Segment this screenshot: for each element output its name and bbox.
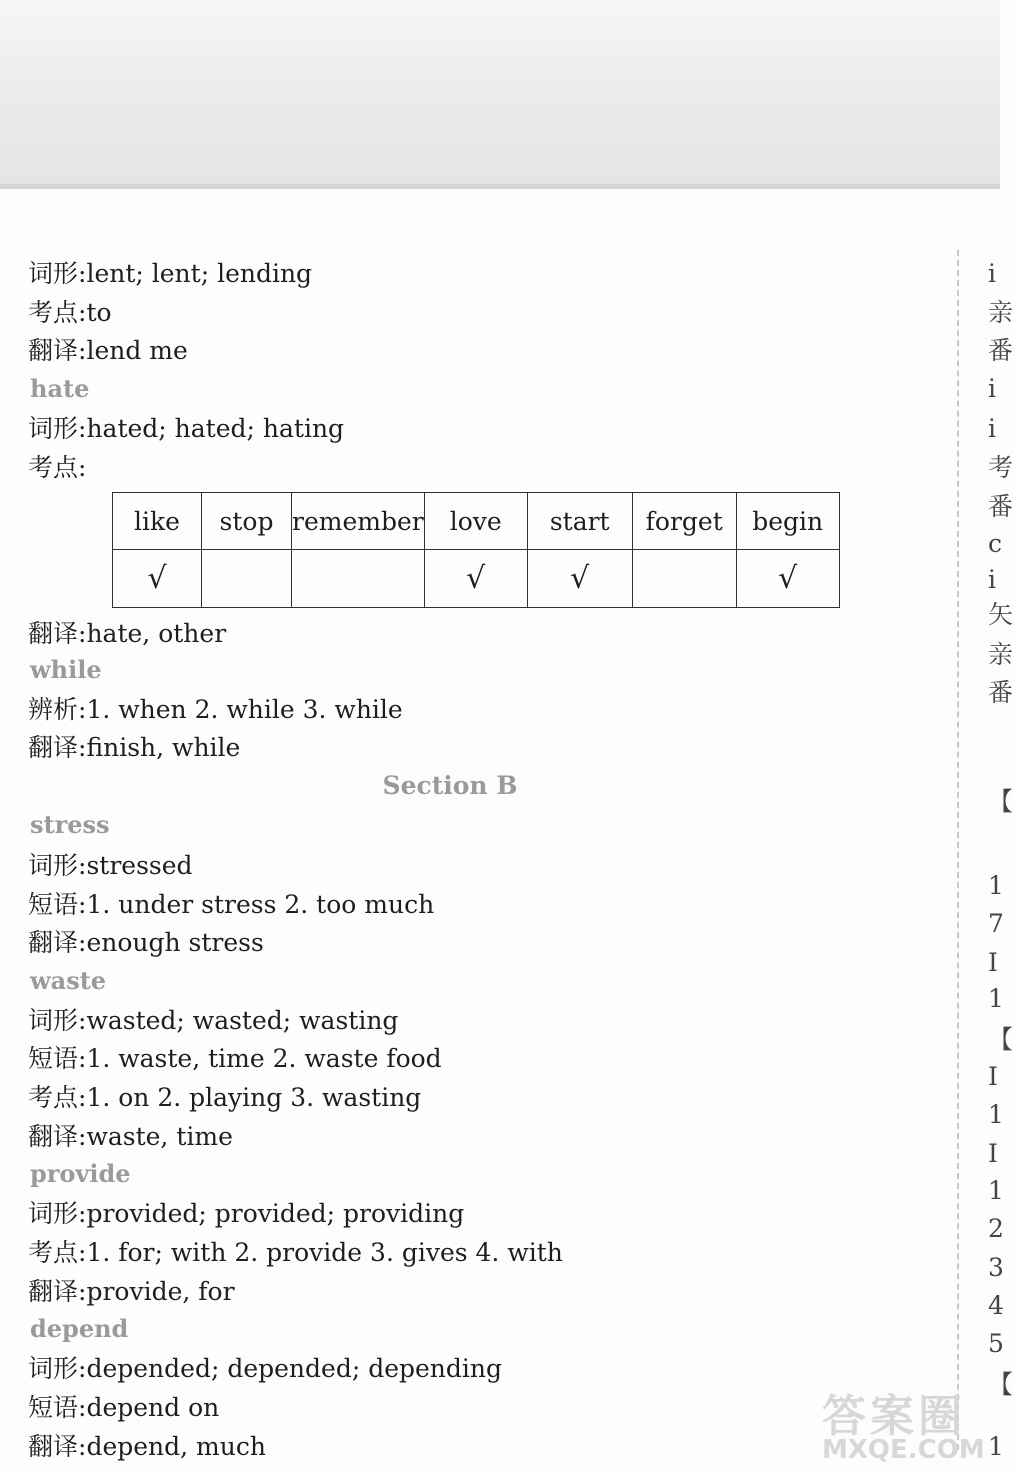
check-mark-cell xyxy=(632,550,736,608)
answer-text: waste, time xyxy=(86,1122,233,1151)
answer-line xyxy=(28,1236,563,1270)
answer-text: hate, other xyxy=(86,619,227,648)
label-colon: : xyxy=(78,1006,87,1035)
right-column-fragment: 【 xyxy=(988,1025,1013,1054)
verb-usage-table xyxy=(112,492,840,608)
answer-label: 词形 xyxy=(28,1006,79,1035)
label-colon: : xyxy=(78,619,87,648)
right-column-fragment: 番 xyxy=(988,336,1013,365)
label-colon: : xyxy=(78,1393,87,1422)
right-column-fragment: 矢 xyxy=(988,600,1013,629)
answer-text: 1. on 2. playing 3. wasting xyxy=(86,1083,422,1112)
label-colon: : xyxy=(78,1199,87,1228)
answer-label: 翻译 xyxy=(28,1277,79,1306)
answer-text: wasted; wasted; wasting xyxy=(86,1006,399,1035)
label-colon: : xyxy=(78,1083,87,1112)
watermark-logo: 答案圈 xyxy=(822,1391,966,1442)
answer-text: lent; lent; lending xyxy=(86,259,313,288)
label-colon: : xyxy=(78,1354,87,1383)
answer-text: provide, for xyxy=(86,1277,235,1306)
headword: waste xyxy=(30,966,107,995)
label-colon: : xyxy=(78,695,87,724)
check-mark-cell xyxy=(292,550,425,608)
check-mark-cell: √ xyxy=(113,550,202,608)
answer-text: lend me xyxy=(86,336,188,365)
answer-line xyxy=(28,693,403,727)
table-header-cell: forget xyxy=(632,493,736,550)
answer-line xyxy=(28,1430,266,1464)
right-column-fragment: 亲 xyxy=(988,640,1013,669)
header-banner xyxy=(0,0,1000,188)
answer-line xyxy=(28,296,112,330)
check-mark-cell: √ xyxy=(424,550,527,608)
right-column-fragment: i xyxy=(988,414,996,443)
answer-text: 1. when 2. while 3. while xyxy=(86,695,403,724)
answer-line xyxy=(28,617,226,651)
label-colon: : xyxy=(78,259,87,288)
right-column-fragment: I xyxy=(988,1139,998,1168)
answer-label: 短语 xyxy=(28,1393,79,1422)
answer-label: 词形 xyxy=(28,1354,79,1383)
check-mark-cell: √ xyxy=(736,550,839,608)
answer-label: 短语 xyxy=(28,890,79,919)
right-column-fragment: 3 xyxy=(988,1253,1004,1282)
right-column-fragment: I xyxy=(988,1062,998,1091)
answer-label: 翻译 xyxy=(28,928,79,957)
answer-text: enough stress xyxy=(86,928,264,957)
right-column-fragment: 考 xyxy=(988,453,1013,482)
answer-label: 词形 xyxy=(28,414,79,443)
headword: stress xyxy=(30,810,110,839)
right-column-fragment: c xyxy=(988,529,1003,558)
right-column-fragment: 【 xyxy=(988,787,1013,816)
answer-label: 词形 xyxy=(28,259,79,288)
answer-label: 辨析 xyxy=(28,695,79,724)
right-column-fragment: i xyxy=(988,565,996,594)
answer-line xyxy=(28,731,240,765)
headword: while xyxy=(30,655,102,684)
table-header-cell: stop xyxy=(202,493,292,550)
table-header-cell: begin xyxy=(736,493,839,550)
answer-label: 翻译 xyxy=(28,1122,79,1151)
label-colon: : xyxy=(78,1277,87,1306)
label-colon: : xyxy=(78,414,87,443)
label-colon: : xyxy=(78,1238,87,1267)
right-column-fragment: 【 xyxy=(988,1370,1013,1399)
headword: depend xyxy=(30,1314,129,1343)
right-column-fragment: 番 xyxy=(988,492,1013,521)
label-colon: : xyxy=(78,851,87,880)
answer-line xyxy=(28,1081,421,1115)
label-colon: : xyxy=(78,928,87,957)
table-header-cell: love xyxy=(424,493,527,550)
answer-label: 考点 xyxy=(28,1238,79,1267)
answer-text: depend, much xyxy=(86,1432,266,1461)
label-colon: : xyxy=(78,336,87,365)
answer-line xyxy=(28,1275,235,1309)
answer-label: 考点 xyxy=(28,453,79,482)
table-header-cell: remember xyxy=(292,493,425,550)
label-colon: : xyxy=(78,453,87,482)
answer-text: 1. waste, time 2. waste food xyxy=(86,1044,442,1073)
right-column-fragment: 1 xyxy=(988,1176,1004,1205)
answer-label: 词形 xyxy=(28,851,79,880)
label-colon: : xyxy=(78,1432,87,1461)
answer-text: 1. for; with 2. provide 3. gives 4. with xyxy=(86,1238,563,1267)
answer-text: finish, while xyxy=(86,733,241,762)
label-colon: : xyxy=(78,1044,87,1073)
headword: provide xyxy=(30,1159,131,1188)
answer-line xyxy=(28,1352,502,1386)
check-mark-cell: √ xyxy=(527,550,632,608)
answer-line xyxy=(28,1004,398,1038)
right-column-fragment: 1 xyxy=(988,1432,1004,1461)
right-column-fragment: 7 xyxy=(988,909,1004,938)
right-column-fragment: 亲 xyxy=(988,298,1013,327)
label-colon: : xyxy=(78,1122,87,1151)
right-column-fragment: i xyxy=(988,374,996,403)
answer-line xyxy=(28,1391,219,1425)
right-column-fragment: 1 xyxy=(988,984,1004,1013)
right-column-fragment: I xyxy=(988,948,998,977)
answer-line xyxy=(28,451,86,485)
label-colon: : xyxy=(78,298,87,327)
answer-text: depend on xyxy=(86,1393,220,1422)
answer-label: 翻译 xyxy=(28,1432,79,1461)
right-column-fragment: 1 xyxy=(988,1100,1004,1129)
answer-text: stressed xyxy=(86,851,193,880)
answer-line xyxy=(28,334,188,368)
answer-line xyxy=(28,888,434,922)
answer-text: provided; provided; providing xyxy=(86,1199,465,1228)
right-column-fragment: 4 xyxy=(988,1291,1004,1320)
answer-line xyxy=(28,412,344,446)
section-heading: Section B xyxy=(382,771,518,800)
table-header-cell: start xyxy=(527,493,632,550)
headword: hate xyxy=(30,374,90,403)
answer-text: to xyxy=(86,298,112,327)
right-column-fragment: 1 xyxy=(988,871,1004,900)
right-column-fragment: 2 xyxy=(988,1214,1004,1243)
column-divider xyxy=(957,250,959,1450)
answer-text: hated; hated; hating xyxy=(86,414,345,443)
header-banner-edge xyxy=(0,184,1000,189)
answer-line xyxy=(28,257,312,291)
label-colon: : xyxy=(78,733,87,762)
label-colon: : xyxy=(78,890,87,919)
right-column-fragment: 番 xyxy=(988,678,1013,707)
answer-label: 短语 xyxy=(28,1044,79,1073)
answer-text: 1. under stress 2. too much xyxy=(86,890,435,919)
answer-label: 考点 xyxy=(28,298,79,327)
answer-text: depended; depended; depending xyxy=(86,1354,502,1383)
right-column-fragment: i xyxy=(988,259,996,288)
table-header-cell: like xyxy=(113,493,202,550)
watermark-url: MXQE.COM xyxy=(822,1435,985,1465)
answer-label: 词形 xyxy=(28,1199,79,1228)
right-column-fragment: 5 xyxy=(988,1329,1004,1358)
answer-line xyxy=(28,1042,442,1076)
check-mark-cell xyxy=(202,550,292,608)
answer-line xyxy=(28,926,264,960)
answer-label: 翻译 xyxy=(28,336,79,365)
answer-label: 翻译 xyxy=(28,733,79,762)
answer-label: 翻译 xyxy=(28,619,79,648)
answer-label: 考点 xyxy=(28,1083,79,1112)
answer-line xyxy=(28,1197,464,1231)
answer-line xyxy=(28,849,193,883)
answer-line xyxy=(28,1120,233,1154)
